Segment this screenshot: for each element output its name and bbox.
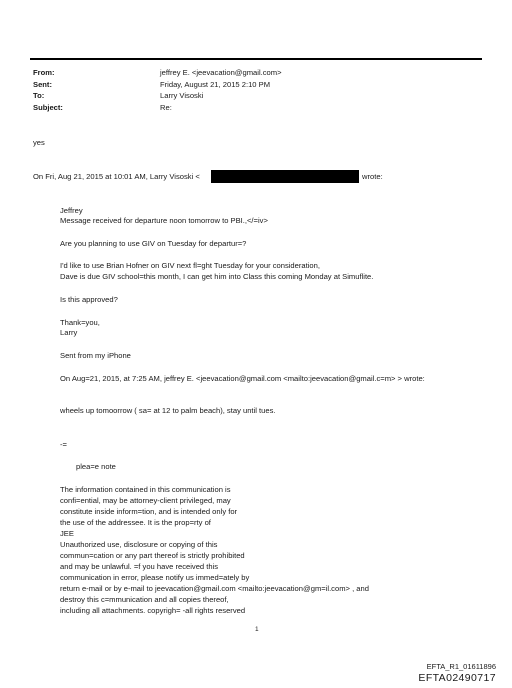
quote-header-left: On Fri, Aug 21, 2015 at 10:01 AM, Larry Visoski < — [33, 172, 200, 181]
from-row — [33, 68, 473, 77]
sent-value: Friday, August 21, 2015 2:10 PM — [160, 80, 271, 89]
body-line: JEE — [60, 529, 74, 538]
body-line: Are you planning to use GIV on Tuesday for departur=? — [60, 239, 247, 248]
page-number: 1 — [255, 626, 259, 633]
body-line: constitute inside inform=tion, and is intended only for — [60, 507, 238, 516]
subject-value: Re: — [160, 103, 172, 112]
subject-row — [33, 103, 473, 112]
reply-text: yes — [33, 138, 45, 147]
body-line: Sent from my iPhone — [60, 351, 131, 360]
from-value: jeffrey E. <jeevacation@gmail.com> — [160, 68, 282, 77]
body-line: Is this approved? — [60, 295, 118, 304]
body-line: commun=cation or any part thereof is strictly prohibited — [60, 551, 245, 560]
body-line: Larry — [60, 328, 78, 337]
body-line: -= — [60, 440, 67, 449]
body-line: I'd like to use Brian Hofner on GIV next fl=ght Tuesday for your consideration, — [60, 261, 320, 270]
body-line: destroy this c=mmunication and all copies thereof, — [60, 595, 229, 604]
header-rule — [30, 58, 482, 60]
body-line: return e-mail or by e-mail to jeevacation@gmail.com <mailto:jeevacation@gm=il.com> , and — [60, 584, 369, 593]
body-line: On Aug=21, 2015, at 7:25 AM, jeffrey E. <jeevacation@gmail.com <mailto:jeevacation@gmail.c=m> > wrote: — [60, 374, 425, 383]
efta-id-large: EFTA02490717 — [418, 672, 496, 684]
body-line: wheels up tomoorrow ( sa= at 12 to palm beach), stay until tues. — [60, 406, 276, 415]
quote-header-right: wrote: — [362, 172, 383, 181]
body-line: Jeffrey — [60, 206, 83, 215]
body-line: confi=ential, may be attorney-client privileged, may — [60, 496, 231, 505]
to-row — [33, 91, 473, 100]
to-value: Larry Visoski — [160, 91, 204, 100]
body-line: The information contained in this communication is — [60, 485, 231, 494]
body-line: Thank=you, — [60, 318, 100, 327]
sent-row — [33, 80, 473, 89]
body-line: and may be unlawful. =f you have received this — [60, 562, 219, 571]
redaction-bar — [211, 170, 359, 183]
body-line: communication in error, please notify us immed=ately by — [60, 573, 250, 582]
from-label: From: — [33, 68, 55, 77]
body-line: Message received for departure noon tomorrow to PBI.,</=iv> — [60, 216, 268, 225]
body-line: plea=e note — [76, 462, 116, 471]
body-line: including all attachments. copyrigh= -all rights reserved — [60, 606, 246, 615]
subject-label: Subject: — [33, 103, 63, 112]
to-label: To: — [33, 91, 45, 100]
efta-id-small: EFTA_R1_01611896 — [426, 662, 496, 671]
body-line: Unauthorized use, disclosure or copying of this — [60, 540, 218, 549]
sent-label: Sent: — [33, 80, 52, 89]
body-line: the use of the addressee. It is the prop=rty of — [60, 518, 211, 527]
body-line: Dave is due GIV school=this month, I can get him into Class this coming Monday at Simuflite. — [60, 272, 374, 281]
